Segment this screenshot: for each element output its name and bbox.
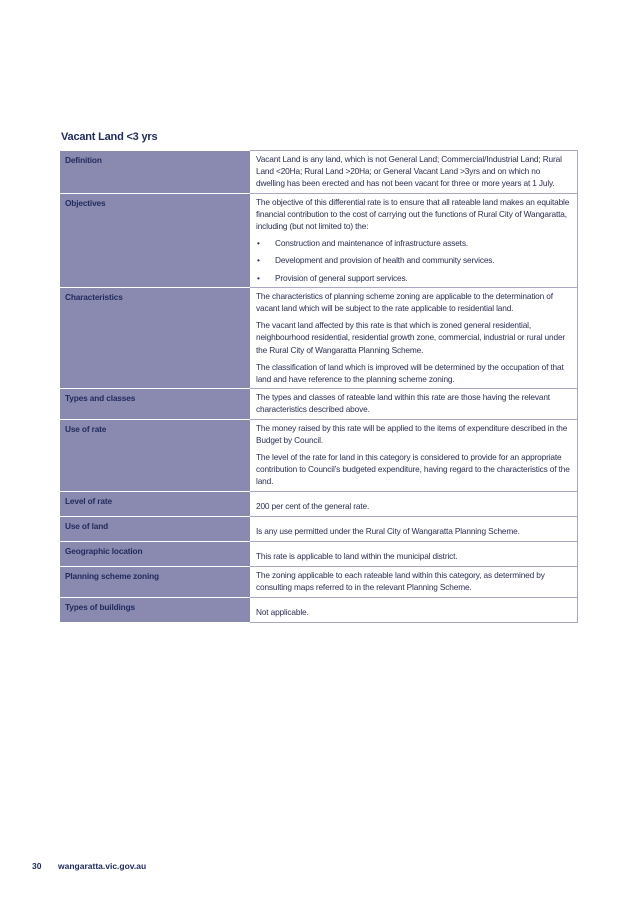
row-label: Geographic location bbox=[60, 542, 250, 567]
paragraph: The types and classes of rateable land within this rate are those having the relevant characteristics described above. bbox=[256, 392, 550, 415]
row-value bbox=[250, 567, 578, 597]
row-value bbox=[250, 287, 578, 388]
row-label: Planning scheme zoning bbox=[60, 567, 250, 597]
paragraph: The classification of land which is improved will be determined by the occupation of that land and have reference to the planning scheme zoning. bbox=[256, 361, 564, 385]
list-item: • Development and provision of health and community services. bbox=[256, 254, 571, 266]
row-value bbox=[250, 542, 578, 567]
paragraph: Vacant Land is any land, which is not General Land; Commercial/Industrial Land; Rural Land <20Ha; Rural Land >20Ha; or General Vacant Land >3yrs and on which no dwelling has been erected and has not been vacant for three or more years at 1 July. bbox=[256, 154, 562, 189]
table-row-geographic-location bbox=[60, 542, 578, 567]
paragraph: The money raised by this rate will be applied to the items of expenditure described in the Budget by Council. bbox=[256, 422, 568, 445]
row-value bbox=[250, 516, 578, 541]
paragraph: Is any use permitted under the Rural City of Wangaratta Planning Scheme. bbox=[256, 525, 520, 536]
row-value bbox=[250, 193, 578, 287]
paragraph: The objective of this differential rate is to ensure that all rateable land makes an equitable financial contribution to the cost of carrying out the functions of Rural City of Wangaratta, including (but not limited to) the: bbox=[256, 196, 570, 232]
section-heading: Vacant Land <3 yrs bbox=[61, 131, 158, 143]
page-footer bbox=[32, 861, 146, 871]
row-value bbox=[250, 419, 578, 491]
table-row-use-of-rate bbox=[60, 419, 578, 491]
table-row-level-of-rate bbox=[60, 491, 578, 516]
row-label: Use of land bbox=[60, 516, 250, 541]
table-row-definition bbox=[60, 151, 578, 194]
bullet-list bbox=[256, 237, 571, 284]
paragraph: The vacant land affected by this rate is that which is zoned general residential, neighbourhood residential, residential growth zone, commercial, industrial or rural under the Rural City of Wangaratta Planning Scheme. bbox=[256, 320, 566, 355]
row-label: Characteristics bbox=[60, 287, 250, 388]
paragraph: 200 per cent of the general rate. bbox=[256, 500, 370, 511]
page-number: 30 bbox=[32, 861, 42, 871]
paragraph: The characteristics of planning scheme zoning are applicable to the determination of vacant land which will be subject to the rate applicable to residential land. bbox=[256, 290, 553, 314]
website-link[interactable]: wangaratta.vic.gov.au bbox=[58, 861, 147, 871]
table-row-characteristics bbox=[60, 287, 578, 388]
row-label: Types and classes bbox=[60, 389, 250, 419]
row-label: Use of rate bbox=[60, 419, 250, 491]
list-item: • Construction and maintenance of infrastructure assets. bbox=[256, 237, 571, 249]
row-value bbox=[250, 491, 578, 516]
paragraph: The zoning applicable to each rateable land within this category, as determined by consulting maps referred to in the relevant Planning Scheme. bbox=[256, 570, 545, 593]
paragraph: This rate is applicable to land within the municipal district. bbox=[256, 551, 458, 562]
rate-table bbox=[60, 150, 578, 623]
table-row-types-of-buildings bbox=[60, 597, 578, 622]
table-row-use-of-land bbox=[60, 516, 578, 541]
paragraph: The level of the rate for land in this category is considered to provide for an appropriate contribution to Council’s budgeted expenditure, having regard to the characteristics of the land. bbox=[256, 452, 570, 487]
row-label: Level of rate bbox=[60, 491, 250, 516]
table-row-objectives bbox=[60, 193, 578, 287]
row-value bbox=[250, 597, 578, 622]
row-value bbox=[250, 389, 578, 419]
table-row-planning-scheme-zoning bbox=[60, 567, 578, 597]
table-row-types-and-classes bbox=[60, 389, 578, 419]
row-label: Definition bbox=[60, 151, 250, 194]
row-label: Types of buildings bbox=[60, 597, 250, 622]
row-label: Objectives bbox=[60, 193, 250, 287]
paragraph: Not applicable. bbox=[256, 606, 309, 617]
row-value bbox=[250, 151, 578, 194]
list-item: • Provision of general support services. bbox=[256, 272, 571, 284]
